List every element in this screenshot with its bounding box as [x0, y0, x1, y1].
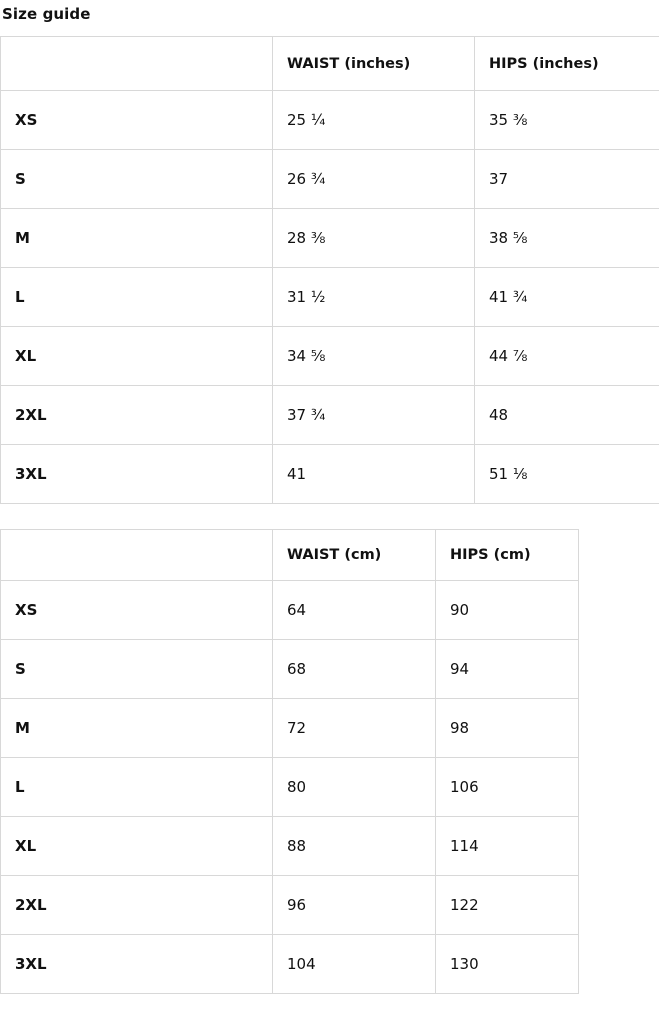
cell-hips: 51 ⅛: [475, 445, 659, 504]
size-table-inches: [0, 36, 659, 504]
cell-hips: 37: [475, 150, 659, 209]
table-header-row: [1, 37, 659, 91]
table-row: [1, 150, 659, 209]
cell-waist: 28 ⅜: [273, 209, 475, 268]
table-body-inches: [1, 91, 659, 504]
row-label: XL: [1, 327, 273, 386]
cell-waist: 72: [273, 699, 436, 758]
cell-waist: 37 ¾: [273, 386, 475, 445]
cell-waist: 64: [273, 581, 436, 640]
table-row: [1, 581, 579, 640]
cell-hips: 122: [436, 876, 579, 935]
cell-waist: 96: [273, 876, 436, 935]
cell-hips: 90: [436, 581, 579, 640]
row-label: 2XL: [1, 386, 273, 445]
cell-waist: 88: [273, 817, 436, 876]
cell-hips: 48: [475, 386, 659, 445]
column-header-size: [1, 37, 273, 91]
row-label: S: [1, 640, 273, 699]
row-label: L: [1, 268, 273, 327]
size-guide-page: [0, 4, 659, 994]
page-title: Size guide: [2, 4, 659, 24]
cell-hips: 35 ⅜: [475, 91, 659, 150]
size-table-cm: [0, 529, 579, 994]
table-row: [1, 268, 659, 327]
row-label: 3XL: [1, 935, 273, 994]
cell-waist: 80: [273, 758, 436, 817]
cell-hips: 44 ⅞: [475, 327, 659, 386]
table-row: [1, 327, 659, 386]
table-row: [1, 876, 579, 935]
row-label: 3XL: [1, 445, 273, 504]
table-header-cm: [1, 530, 579, 581]
row-label: XS: [1, 91, 273, 150]
cell-waist: 104: [273, 935, 436, 994]
row-label: M: [1, 699, 273, 758]
row-label: 2XL: [1, 876, 273, 935]
table-row: [1, 445, 659, 504]
column-header-hips-cm: HIPS (cm): [436, 530, 579, 581]
cell-hips: 130: [436, 935, 579, 994]
table-row: [1, 640, 579, 699]
cell-hips: 41 ¾: [475, 268, 659, 327]
cell-hips: 94: [436, 640, 579, 699]
row-label: S: [1, 150, 273, 209]
table-header-inches: [1, 37, 659, 91]
column-header-size: [1, 530, 273, 581]
cell-waist: 25 ¼: [273, 91, 475, 150]
table-row: [1, 758, 579, 817]
cell-waist: 26 ¾: [273, 150, 475, 209]
row-label: L: [1, 758, 273, 817]
table-row: [1, 817, 579, 876]
cell-waist: 41: [273, 445, 475, 504]
column-header-hips-inches: HIPS (inches): [475, 37, 659, 91]
row-label: XL: [1, 817, 273, 876]
cell-hips: 114: [436, 817, 579, 876]
table-row: [1, 91, 659, 150]
cell-hips: 106: [436, 758, 579, 817]
table-header-row: [1, 530, 579, 581]
table-row: [1, 386, 659, 445]
table-row: [1, 699, 579, 758]
column-header-waist-inches: WAIST (inches): [273, 37, 475, 91]
table-row: [1, 935, 579, 994]
table-body-cm: [1, 581, 579, 994]
cell-waist: 31 ½: [273, 268, 475, 327]
cell-waist: 68: [273, 640, 436, 699]
column-header-waist-cm: WAIST (cm): [273, 530, 436, 581]
cell-waist: 34 ⅝: [273, 327, 475, 386]
table-row: [1, 209, 659, 268]
row-label: M: [1, 209, 273, 268]
cell-hips: 38 ⅝: [475, 209, 659, 268]
cell-hips: 98: [436, 699, 579, 758]
row-label: XS: [1, 581, 273, 640]
